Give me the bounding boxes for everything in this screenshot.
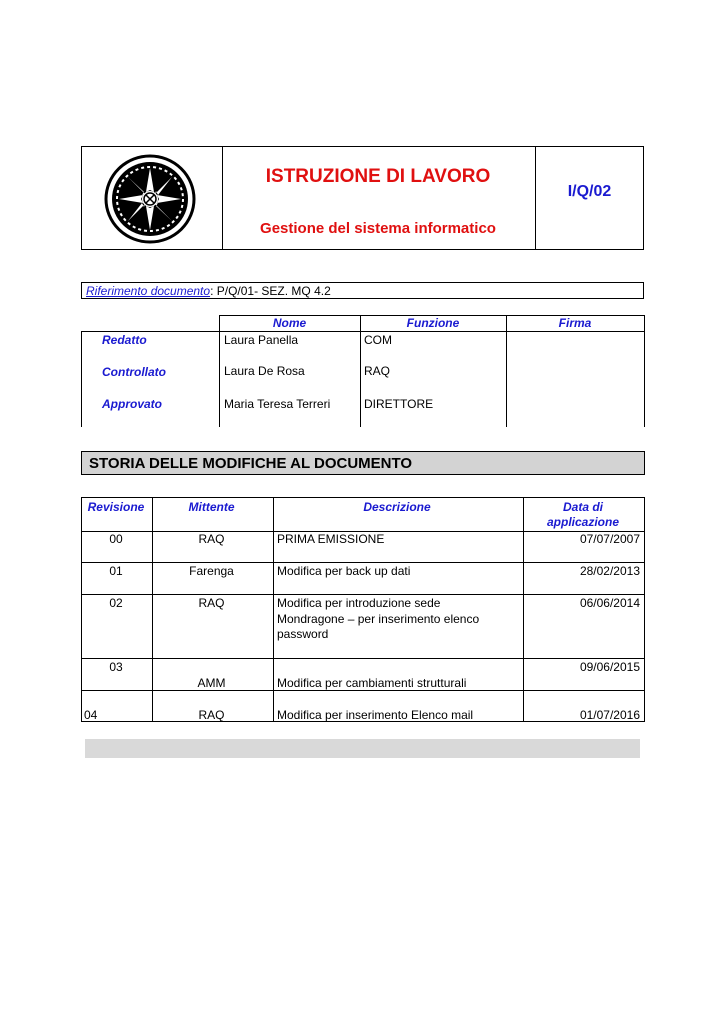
riferimento-label: Riferimento documento <box>86 284 211 298</box>
rev-cell-revisione: 00 <box>109 532 123 546</box>
rev-cell-data: 06/06/2014 <box>579 596 640 610</box>
document-title: ISTRUZIONE DI LAVORO <box>265 166 491 187</box>
rev-cell-data: 07/07/2007 <box>579 532 640 546</box>
rev-cell-revisione: 01 <box>109 564 123 578</box>
approval-role-approvato: Approvato <box>102 397 162 411</box>
rev-cell-revisione: 04 <box>84 708 98 722</box>
approval-funzione-controllato: RAQ <box>364 364 391 378</box>
approval-nome-approvato: Maria Teresa Terreri <box>224 397 331 411</box>
rev-cell-revisione: 02 <box>109 596 123 610</box>
rev-header-data-line1: Data di <box>562 500 603 514</box>
approval-nome-controllato: Laura De Rosa <box>224 364 305 378</box>
compass-rose-logo-icon <box>104 154 196 244</box>
approvals-body <box>81 331 645 427</box>
approval-funzione-redatto: COM <box>364 333 392 347</box>
rev-cell-descrizione-line: Mondragone – per inserimento elenco <box>277 612 480 626</box>
approvals-header-firma: Firma <box>558 316 592 330</box>
rev-row-divider <box>82 658 644 659</box>
rev-row-divider <box>82 562 644 563</box>
rev-cell-descrizione: Modifica per cambiamenti strutturali <box>277 676 467 690</box>
rev-cell-descrizione: PRIMA EMISSIONE <box>277 532 385 546</box>
rev-header-descrizione: Descrizione <box>363 500 431 514</box>
rev-cell-revisione: 03 <box>109 660 123 674</box>
rev-cell-mittente: Farenga <box>189 564 234 578</box>
approvals-divider <box>644 331 645 427</box>
rev-cell-mittente: AMM <box>197 676 226 690</box>
storia-heading: STORIA DELLE MODIFICHE AL DOCUMENTO <box>81 451 645 475</box>
approvals-header-funzione: Funzione <box>406 316 460 330</box>
riferimento-value: : P/Q/01- SEZ. MQ 4.2 <box>210 284 331 298</box>
approval-nome-redatto: Laura Panella <box>224 333 299 347</box>
rev-cell-data: 01/07/2016 <box>579 708 640 722</box>
riferimento-row <box>81 282 644 299</box>
empty-gray-bar <box>85 739 640 758</box>
rev-header-data-line2: applicazione <box>546 515 620 529</box>
approvals-header-nome: Nome <box>272 316 307 330</box>
rev-header-revisione: Revisione <box>87 500 145 514</box>
rev-header-mittente: Mittente <box>188 500 235 514</box>
rev-cell-mittente: RAQ <box>198 708 225 722</box>
rev-cell-data: 28/02/2013 <box>579 564 640 578</box>
approval-funzione-approvato: DIRETTORE <box>364 397 434 411</box>
rev-cell-descrizione-line: Modifica per introduzione sede <box>277 596 441 610</box>
rev-cell-data: 09/06/2015 <box>579 660 640 674</box>
approval-role-controllato: Controllato <box>102 365 166 379</box>
document-code: I/Q/02 <box>567 183 612 200</box>
rev-cell-descrizione-line: password <box>277 627 329 641</box>
approval-role-redatto: Redatto <box>102 333 147 347</box>
rev-row-divider <box>82 690 644 691</box>
rev-cell-mittente: RAQ <box>198 596 225 610</box>
rev-row-divider <box>82 594 644 595</box>
document-subtitle: Gestione del sistema informatico <box>260 220 496 237</box>
rev-cell-mittente: RAQ <box>198 532 225 546</box>
rev-cell-descrizione: Modifica per inserimento Elenco mail <box>277 708 474 722</box>
rev-cell-descrizione: Modifica per back up dati <box>277 564 411 578</box>
